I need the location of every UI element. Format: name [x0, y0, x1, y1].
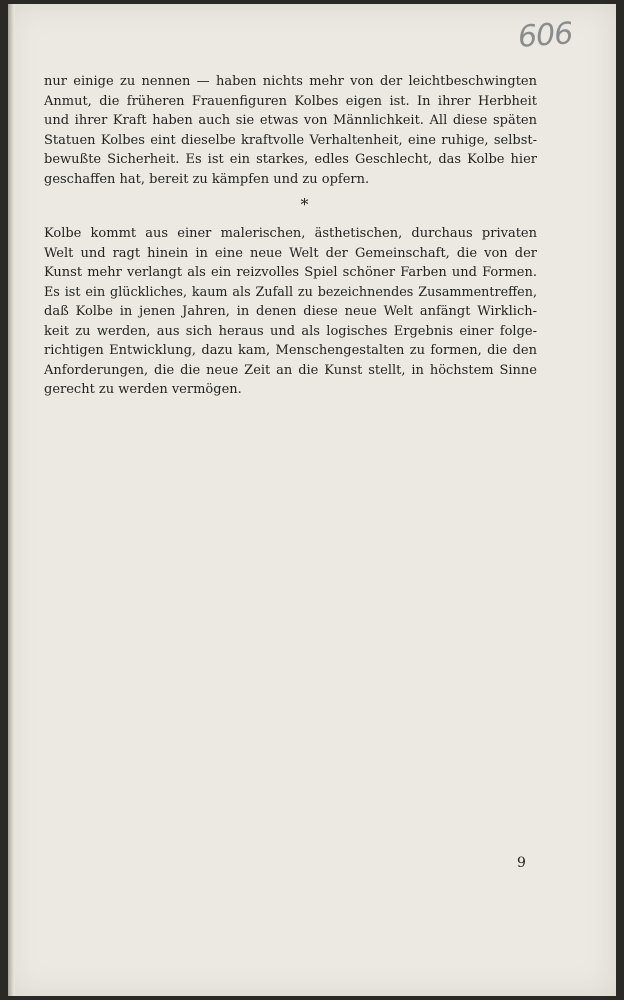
handwritten-folio-number: 606 [516, 16, 574, 55]
text-line: nur einige zu nennen — haben nichts mehr von der leichtbeschwingten [44, 74, 537, 89]
text-line: Welt und ragt hinein in eine neue Welt der Gemeinschaft, die von der [44, 245, 537, 261]
paragraph-1 [44, 72, 537, 189]
text-line: geschaffen hat, bereit zu kämpfen und zu opfern. [44, 171, 370, 187]
text-line: bewußte Sicherheit. Es ist ein starkes, edles Geschlecht, das Kolbe hier [44, 152, 537, 167]
text-line: daß Kolbe in jenen Jahren, in denen diese neue Welt anfängt Wirklich- [44, 304, 537, 319]
text-line: keit zu werden, aus sich heraus und als logisches Ergebnis einer folge- [44, 323, 537, 339]
text-line: Statuen Kolbes eint dieselbe kraftvolle Verhaltenheit, eine ruhige, selbst- [44, 132, 537, 148]
text-line: Kunst mehr verlangt als ein reizvolles Spiel schöner Farben und Formen. [44, 265, 537, 280]
page-number: 9 [517, 855, 526, 871]
text-line: Anmut, die früheren Frauenfiguren Kolbes eigen ist. In ihrer Herbheit [44, 93, 537, 109]
section-separator: * [300, 195, 309, 214]
text-line: Es ist ein glückliches, kaum als Zufall zu bezeichnendes Zusammentreffen, [44, 284, 537, 300]
page-gutter [8, 4, 15, 996]
book-page [8, 4, 616, 996]
text-line: Kolbe kommt aus einer malerischen, ästhetischen, durchaus privaten [44, 226, 537, 241]
text-line: gerecht zu werden vermögen. [44, 382, 242, 397]
paragraph-2 [44, 224, 537, 400]
text-line: richtigen Entwicklung, dazu kam, Menschengestalten zu formen, die den [44, 343, 537, 358]
text-line: und ihrer Kraft haben auch sie etwas von Männlichkeit. All diese späten [44, 113, 537, 128]
text-line: Anforderungen, die die neue Zeit an die Kunst stellt, in höchstem Sinne [44, 362, 537, 378]
